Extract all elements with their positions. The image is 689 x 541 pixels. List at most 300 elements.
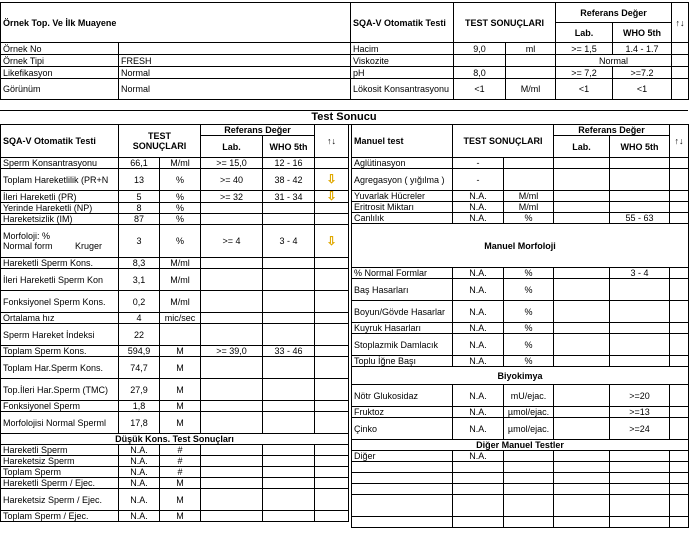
table-row [352, 191, 689, 202]
left-sort-icon[interactable]: ↑↓ [315, 125, 349, 158]
section-title: Test Sonucu [0, 110, 688, 125]
top-sqa-header: SQA-V Otomatik Testi [351, 3, 454, 43]
row-lab [201, 313, 263, 324]
row-lab [554, 191, 610, 202]
row-unit: % [504, 213, 554, 224]
row-unit: # [160, 445, 201, 456]
row-arrow-cell [315, 478, 349, 489]
row-lab [201, 258, 263, 269]
row-value: N.A. [119, 445, 160, 456]
row-value: 8 [119, 203, 160, 214]
row-lab [554, 202, 610, 213]
table-row [1, 379, 349, 401]
row-who [263, 379, 315, 401]
empty-cell [453, 462, 504, 473]
table-row [352, 451, 689, 462]
row-value: N.A. [453, 407, 504, 418]
row-value: N.A. [119, 467, 160, 478]
top-who-header: WHO 5th [613, 23, 672, 43]
row-who: 55 - 63 [610, 213, 670, 224]
row-name: Yerinde Hareketli (NP) [1, 203, 119, 214]
row-lab [554, 268, 610, 279]
row-arrow-cell [315, 203, 349, 214]
empty-cell [554, 495, 610, 517]
row-arrow-cell [670, 451, 689, 462]
table-row [352, 334, 689, 356]
row-unit: µmol/ejac. [504, 418, 554, 440]
row-name-main: Morfoloji: % Normal form [3, 230, 53, 251]
row-unit: µmol/ejac. [504, 407, 554, 418]
row-name: Toplam Sperm / Ejec. [1, 511, 119, 522]
table-row [352, 301, 689, 323]
row-value: N.A. [453, 385, 504, 407]
left-table [0, 124, 349, 522]
row-lab: <1 [556, 79, 613, 100]
row-lab [554, 158, 610, 169]
row-who [263, 313, 315, 324]
right-sort-icon[interactable]: ↑↓ [670, 125, 689, 158]
top-ref-header: Referans Değer [556, 3, 672, 23]
row-who [263, 324, 315, 346]
empty-cell [610, 473, 670, 484]
row-value: 594,9 [119, 346, 160, 357]
row-value: 87 [119, 214, 160, 225]
row-lab [201, 511, 263, 522]
row-lab: >= 1,5 [556, 43, 613, 55]
row-unit: M [160, 346, 201, 357]
row-who [263, 401, 315, 412]
row-lab [201, 203, 263, 214]
row-lab [554, 418, 610, 440]
table-row [1, 467, 349, 478]
row-unit: M/ml [160, 291, 201, 313]
row-who: 31 - 34 [263, 191, 315, 203]
table-row [1, 324, 349, 346]
row-who: >=24 [610, 418, 670, 440]
row-unit: % [504, 279, 554, 301]
row-value: 4 [119, 313, 160, 324]
row-unit: M/ml [160, 269, 201, 291]
row-arrow-cell [670, 356, 689, 367]
row-value: N.A. [119, 456, 160, 467]
table-row [1, 357, 349, 379]
row-lab [201, 478, 263, 489]
row-arrow-cell [315, 489, 349, 511]
down-arrow-icon: ⇩ [326, 233, 337, 248]
row-value: N.A. [453, 213, 504, 224]
row-arrow-cell [670, 191, 689, 202]
table-row [352, 418, 689, 440]
row-name: Agregasyon ( yığılma ) [352, 169, 453, 191]
row-who [263, 214, 315, 225]
row-name: Baş Hasarları [352, 279, 453, 301]
row-arrow-cell [315, 191, 349, 203]
row-value: N.A. [453, 323, 504, 334]
right-body-c [352, 385, 689, 440]
row-arrow-cell [315, 412, 349, 434]
row-who [263, 412, 315, 434]
right-who-header: WHO 5th [610, 136, 670, 158]
down-arrow-icon: ⇩ [326, 172, 337, 186]
row-unit: M [160, 357, 201, 379]
empty-row [352, 495, 689, 517]
row-label: Görünüm [1, 79, 119, 100]
row-lab [201, 467, 263, 478]
row-value: <1 [454, 79, 506, 100]
row-who: 12 - 16 [263, 158, 315, 169]
empty-cell [352, 517, 453, 528]
row-value: N.A. [119, 511, 160, 522]
row-value: 22 [119, 324, 160, 346]
empty-cell [670, 495, 689, 517]
row-arrow-cell [315, 258, 349, 269]
morph-title: Manuel Morfoloji [352, 224, 689, 268]
row-lab [201, 412, 263, 434]
top-sort-icon[interactable]: ↑↓ [672, 3, 689, 43]
row-lab [201, 456, 263, 467]
row-span-value: Normal [556, 55, 672, 67]
row-arrow-cell [315, 511, 349, 522]
row-lab: >= 40 [201, 169, 263, 191]
row-unit: mU/ejac. [504, 385, 554, 407]
row-unit: % [504, 301, 554, 323]
row-value: 13 [119, 169, 160, 191]
table-row [1, 511, 349, 522]
left-who-header: WHO 5th [263, 136, 315, 158]
table-row [1, 191, 349, 203]
row-arrow-cell [315, 313, 349, 324]
row-who [263, 269, 315, 291]
row-arrow-cell [670, 334, 689, 356]
empty-row [352, 484, 689, 495]
row-name: Çinko [352, 418, 453, 440]
row-value: N.A. [453, 301, 504, 323]
row-unit: % [504, 356, 554, 367]
row-unit: M/ml [160, 158, 201, 169]
row-name: Hareketsizlik (IM) [1, 214, 119, 225]
empty-cell [554, 517, 610, 528]
row-value: N.A. [119, 478, 160, 489]
row-value: Normal [119, 79, 351, 100]
left-results-header: TEST SONUÇLARI [119, 125, 201, 158]
right-results-header: TEST SONUÇLARI [453, 125, 554, 158]
table-row [352, 213, 689, 224]
empty-cell [610, 495, 670, 517]
row-lab [554, 323, 610, 334]
row-arrow-cell [315, 324, 349, 346]
row-who [263, 511, 315, 522]
row-who [610, 191, 670, 202]
row-value: 8,0 [454, 67, 506, 79]
row-unit: % [160, 169, 201, 191]
row-unit: M/ml [504, 191, 554, 202]
row-lab [201, 324, 263, 346]
row-arrow-cell [670, 202, 689, 213]
row-value: 66,1 [119, 158, 160, 169]
right-name-header: Manuel test [352, 125, 453, 158]
bio-title: Biyokimya [352, 367, 689, 385]
right-body-a [352, 158, 689, 224]
row-lab [201, 269, 263, 291]
row-arrow-cell [670, 279, 689, 301]
row-name: Hareketsiz Sperm / Ejec. [1, 489, 119, 511]
empty-cell [504, 517, 554, 528]
empty-row [352, 473, 689, 484]
table-row [1, 258, 349, 269]
table-row [1, 346, 349, 357]
right-body-d [352, 451, 689, 528]
row-name: Fruktoz [352, 407, 453, 418]
row-value: 0,2 [119, 291, 160, 313]
row-who [263, 258, 315, 269]
table-row [1, 489, 349, 511]
row-name: Hareketli Sperm Kons. [1, 258, 119, 269]
table-row [1, 445, 349, 456]
row-name: İleri Hareketli (PR) [1, 191, 119, 203]
row-lab [554, 451, 610, 462]
row-value: N.A. [453, 202, 504, 213]
row-unit [504, 451, 554, 462]
empty-cell [453, 484, 504, 495]
row-unit: % [504, 323, 554, 334]
row-unit: % [504, 268, 554, 279]
row-lab [201, 357, 263, 379]
row-arrow-cell [315, 456, 349, 467]
row-unit: M/ml [504, 202, 554, 213]
row-name: Toplam Sperm [1, 467, 119, 478]
row-unit: M [160, 489, 201, 511]
row-arrow-cell [315, 291, 349, 313]
row-arrow-cell [670, 418, 689, 440]
row-unit: M [160, 401, 201, 412]
table-row [352, 279, 689, 301]
row-lab [554, 356, 610, 367]
row-label: Örnek No [1, 43, 119, 55]
row-unit [504, 158, 554, 169]
table-row [352, 385, 689, 407]
row-name: Stoplazmik Damlacık [352, 334, 453, 356]
row-value: Normal [119, 67, 351, 79]
empty-cell [670, 517, 689, 528]
table-row [1, 225, 349, 258]
row-unit: % [160, 225, 201, 258]
empty-cell [670, 462, 689, 473]
row-lab [201, 445, 263, 456]
row-who: >=20 [610, 385, 670, 407]
row-lab: >= 4 [201, 225, 263, 258]
row-lab: >= 7,2 [556, 67, 613, 79]
top-table [0, 2, 689, 100]
table-row [1, 214, 349, 225]
row-value: 27,9 [119, 379, 160, 401]
row-unit: mic/sec [160, 313, 201, 324]
empty-cell [554, 484, 610, 495]
row-arrow-cell [315, 158, 349, 169]
row-who: <1 [613, 79, 672, 100]
row-unit: % [504, 334, 554, 356]
table-row [1, 203, 349, 214]
empty-cell [453, 517, 504, 528]
row-value: 3 [119, 225, 160, 258]
low-body [1, 445, 349, 522]
table-row [352, 169, 689, 191]
row-value: N.A. [119, 489, 160, 511]
table-row [352, 268, 689, 279]
row-value: 9,0 [454, 43, 506, 55]
row-value: N.A. [453, 279, 504, 301]
row-arrow-cell [670, 213, 689, 224]
row-who [610, 279, 670, 301]
table-row [1, 291, 349, 313]
row-lab: >= 15,0 [201, 158, 263, 169]
empty-cell [670, 484, 689, 495]
row-value: 8,3 [119, 258, 160, 269]
row-lab [554, 301, 610, 323]
empty-cell [352, 462, 453, 473]
row-name: Top.İleri Har.Sperm (TMC) [1, 379, 119, 401]
empty-cell [554, 462, 610, 473]
row-name: % Normal Formlar [352, 268, 453, 279]
row-arrow-cell [315, 269, 349, 291]
right-body-b [352, 268, 689, 367]
row-arrow-cell [670, 385, 689, 407]
row-who [263, 489, 315, 511]
row-name: Aglütinasyon [352, 158, 453, 169]
row-unit [506, 67, 556, 79]
table-row [352, 202, 689, 213]
row-value: - [453, 169, 504, 191]
table-row [1, 478, 349, 489]
row-lab [554, 279, 610, 301]
row-label: Likefikasyon [1, 67, 119, 79]
row-name: Fonksiyonel Sperm [1, 401, 119, 412]
row-name: Ortalama hız [1, 313, 119, 324]
row-who [610, 301, 670, 323]
table-row [352, 356, 689, 367]
row-value [119, 43, 351, 55]
left-lab-header: Lab. [201, 136, 263, 158]
row-unit [160, 324, 201, 346]
row-who: 3 - 4 [610, 268, 670, 279]
down-arrow-icon: ⇩ [326, 190, 337, 203]
table-row [1, 313, 349, 324]
row-name: Fonksiyonel Sperm Kons. [1, 291, 119, 313]
row-lab [201, 214, 263, 225]
row-who [263, 357, 315, 379]
row-name: Canlılık [352, 213, 453, 224]
row-unit: M [160, 379, 201, 401]
row-who: 38 - 42 [263, 169, 315, 191]
row-name: Diğer [352, 451, 453, 462]
row-who [610, 169, 670, 191]
empty-row [352, 517, 689, 528]
empty-cell [610, 484, 670, 495]
row-name: Yuvarlak Hücreler [352, 191, 453, 202]
row-arrow-cell [670, 301, 689, 323]
table-row [352, 407, 689, 418]
table-row [1, 158, 349, 169]
row-value: N.A. [453, 268, 504, 279]
row-unit: ml [506, 43, 556, 55]
row-value: N.A. [453, 356, 504, 367]
row-value: N.A. [453, 191, 504, 202]
empty-cell [610, 517, 670, 528]
low-title: Düşük Kons. Test Sonuçları [1, 434, 349, 445]
row-lab [201, 291, 263, 313]
row-unit: M [160, 478, 201, 489]
row-name: Hareketli Sperm / Ejec. [1, 478, 119, 489]
row-who [610, 158, 670, 169]
row-value: 1,8 [119, 401, 160, 412]
row-value: 17,8 [119, 412, 160, 434]
row-lab [554, 213, 610, 224]
row-who: >=13 [610, 407, 670, 418]
row-name: Toplam Har.Sperm Kons. [1, 357, 119, 379]
row-label: Hacim [351, 43, 454, 55]
empty-cell [554, 473, 610, 484]
row-who: >=7.2 [613, 67, 672, 79]
row-arrow-cell [315, 169, 349, 191]
row-label: Örnek Tipi [1, 55, 119, 67]
row-unit: # [160, 467, 201, 478]
right-ref-header: Referans Değer [554, 125, 670, 136]
top-results-header: TEST SONUÇLARI [454, 3, 556, 43]
table-row [1, 269, 349, 291]
row-lab: >= 32 [201, 191, 263, 203]
row-unit: # [160, 456, 201, 467]
row-arrow-cell [670, 407, 689, 418]
empty-cell [352, 495, 453, 517]
row-name: Kuyruk Hasarları [352, 323, 453, 334]
left-body [1, 158, 349, 434]
row-value: N.A. [453, 451, 504, 462]
row-unit: M/ml [506, 79, 556, 100]
row-name: Toplu İğne Başı [352, 356, 453, 367]
row-who [610, 323, 670, 334]
row-value: 5 [119, 191, 160, 203]
row-arrow-cell [315, 445, 349, 456]
row-unit: % [160, 191, 201, 203]
left-name-header: SQA-V Otomatik Testi [1, 125, 119, 158]
row-unit: % [160, 203, 201, 214]
row-arrow-cell [315, 214, 349, 225]
table-row [1, 401, 349, 412]
row-lab [554, 407, 610, 418]
row-name: Sperm Hareket İndeksi [1, 324, 119, 346]
row-arrow-cell [315, 346, 349, 357]
empty-cell [504, 462, 554, 473]
row-unit [504, 169, 554, 191]
empty-cell [504, 484, 554, 495]
row-value: FRESH [119, 55, 351, 67]
row-who [610, 334, 670, 356]
row-arrow-cell [315, 467, 349, 478]
row-arrow-cell [315, 379, 349, 401]
row-lab [201, 401, 263, 412]
empty-cell [352, 484, 453, 495]
row-who: 3 - 4 [263, 225, 315, 258]
row-name: Morfolojisi Normal Sperml [1, 412, 119, 434]
row-who [263, 478, 315, 489]
table-row [352, 158, 689, 169]
row-lab [201, 489, 263, 511]
row-name: Hareketli Sperm [1, 445, 119, 456]
left-ref-header: Referans Değer [201, 125, 315, 136]
row-label: pH [351, 67, 454, 79]
row-who [263, 456, 315, 467]
row-who [263, 203, 315, 214]
table-row [1, 456, 349, 467]
